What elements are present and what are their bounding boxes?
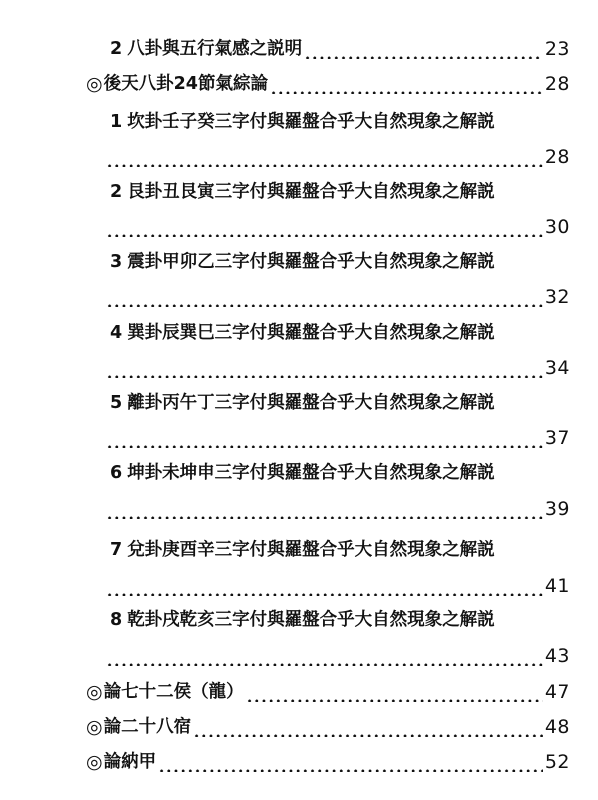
toc-entry-title: 乾卦戌乾亥三字付與羅盤合乎大自然現象之解説 <box>127 610 495 630</box>
toc-entry-title: 巽卦辰巽巳三字付與羅盤合乎大自然現象之解説 <box>127 323 495 343</box>
toc-entry-number: 2 <box>110 182 123 202</box>
toc-entry-page-line <box>106 349 570 379</box>
toc-entry-title-line <box>110 103 570 133</box>
toc-entry <box>110 30 570 60</box>
toc-entry-page-line <box>106 567 570 597</box>
double-circle-icon: ◎ <box>86 73 103 95</box>
toc-entry-title: 坤卦未坤申三字付與羅盤合乎大自然現象之解説 <box>127 463 495 483</box>
toc-entry-page: 41 <box>544 575 570 597</box>
toc-entry <box>86 65 570 95</box>
toc-entry-page-line <box>106 637 570 667</box>
dot-leader <box>106 217 543 237</box>
toc-entry-title-line <box>110 601 570 631</box>
toc-entry-title-line <box>110 384 570 414</box>
toc-entry-number: 4 <box>110 323 123 343</box>
toc-entry-number: 2 <box>110 39 123 59</box>
dot-leader <box>106 428 543 448</box>
dot-leader <box>193 717 543 737</box>
double-circle-icon: ◎ <box>86 681 103 703</box>
toc-entry-page: 47 <box>544 681 570 703</box>
toc-entry <box>86 673 570 703</box>
toc-entry-title-line <box>110 314 570 344</box>
toc-entry-page-line <box>106 419 570 449</box>
toc-entry-page: 30 <box>544 216 570 238</box>
dot-leader <box>106 576 543 596</box>
toc-entry-page: 52 <box>544 751 570 773</box>
toc-entry-title: 坎卦壬子癸三字付與羅盤合乎大自然現象之解説 <box>127 112 495 132</box>
toc-entry-title: 艮卦丑艮寅三字付與羅盤合乎大自然現象之解説 <box>127 182 495 202</box>
toc-entry-number: 7 <box>110 540 123 560</box>
dot-leader <box>106 358 543 378</box>
toc-entry-number: 3 <box>110 252 123 272</box>
toc-entry-title-line <box>110 173 570 203</box>
toc-entry-title-line <box>110 531 570 561</box>
toc-entry-title: 震卦甲卯乙三字付與羅盤合乎大自然現象之解説 <box>127 252 495 272</box>
toc-entry-title: 兌卦庚酉辛三字付與羅盤合乎大自然現象之解説 <box>127 540 495 560</box>
dot-leader <box>246 682 543 702</box>
toc-entry-title-line <box>110 243 570 273</box>
dot-leader <box>106 287 543 307</box>
toc-entry-page: 34 <box>544 357 570 379</box>
toc-entry-number: 8 <box>110 610 123 630</box>
toc-entry-title-line <box>110 454 570 484</box>
dot-leader <box>304 39 543 59</box>
toc-entry-page: 43 <box>544 645 570 667</box>
toc-entry-title: 八卦與五行氣感之説明 <box>127 39 303 59</box>
double-circle-icon: ◎ <box>86 716 103 738</box>
toc-entry <box>86 743 570 773</box>
toc-entry-title: 論納甲 <box>103 752 157 772</box>
toc-entry-page-line <box>106 490 570 520</box>
toc-entry-page: 28 <box>544 73 570 95</box>
toc-entry-page: 39 <box>544 498 570 520</box>
toc-entry <box>86 708 570 738</box>
toc-entry-title: 離卦丙午丁三字付與羅盤合乎大自然現象之解説 <box>127 393 495 413</box>
toc-entry-page: 32 <box>544 286 570 308</box>
dot-leader <box>106 499 543 519</box>
toc-entry-page: 28 <box>544 146 570 168</box>
toc-entry-page: 37 <box>544 427 570 449</box>
dot-leader <box>106 646 543 666</box>
toc-entry-number: 5 <box>110 393 123 413</box>
toc-entry-page-line <box>106 208 570 238</box>
toc-entry-page: 48 <box>544 716 570 738</box>
toc-entry-page-line <box>106 278 570 308</box>
toc-entry-page: 23 <box>544 38 570 60</box>
double-circle-icon: ◎ <box>86 751 103 773</box>
dot-leader <box>270 74 543 94</box>
toc-entry-page-line <box>106 138 570 168</box>
toc-entry-title: 論二十八宿 <box>103 717 192 737</box>
toc-entry-number: 6 <box>110 463 123 483</box>
dot-leader <box>106 147 543 167</box>
toc-entry-title: 論七十二侯（龍） <box>103 682 244 702</box>
toc-entry-title: 後天八卦24節氣綜論 <box>103 74 268 94</box>
toc-entry-number: 1 <box>110 112 123 132</box>
dot-leader <box>158 752 543 772</box>
